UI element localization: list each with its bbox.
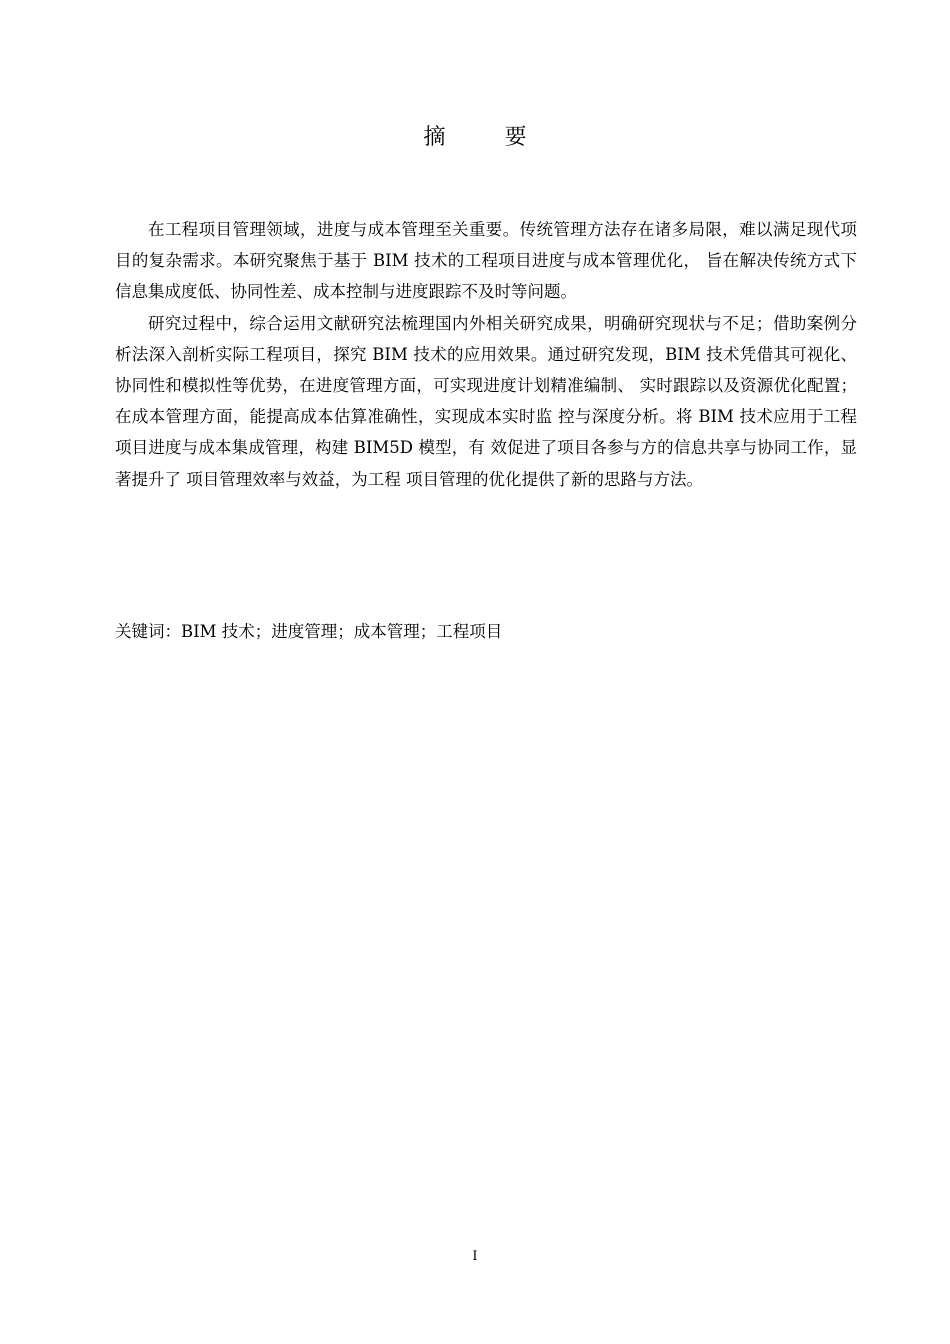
abstract-body (115, 214, 857, 495)
keywords-line (115, 618, 857, 646)
keywords-label: 关键词： (115, 622, 181, 641)
page-number: I (472, 1249, 478, 1264)
abstract-paragraph-1: 在工程项目管理领域，进度与成本管理至关重要。传统管理方法存在诸多局限，难以满足现代项目的复杂需求。本研究聚焦于基于 BIM 技术的工程项目进度与成本管理优化， 旨在解决传统方式下信息集成度低、协同性差、成本控制与进度跟踪不及时等问题。 (115, 220, 857, 302)
keywords-list: BIM 技术；进度管理；成本管理；工程项目 (181, 622, 503, 641)
abstract-title: 摘 要 (423, 125, 553, 150)
abstract-paragraph-2: 研究过程中，综合运用文献研究法梳理国内外相关研究成果，明确研究现状与不足；借助案例分析法深入剖析实际工程项目，探究 BIM 技术的应用效果。通过研究发现，BIM 技术凭借其可视化、协同性和模拟性等优势，在进度管理方面，可实现进度计划精准编制、 实时跟踪以及资源优化配置；在成本管理方面，能提高成本估算准确性，实现成本实时监 控与深度分析。将 BIM 技术应用于工程项目进度与成本集成管理，构建 BIM5D 模型，有 效促进了项目各参与方的信息共享与协同工作，显著提升了 项目管理效率与效益，为工程 项目管理的优化提供了新的思路与方法。 (115, 313, 857, 489)
